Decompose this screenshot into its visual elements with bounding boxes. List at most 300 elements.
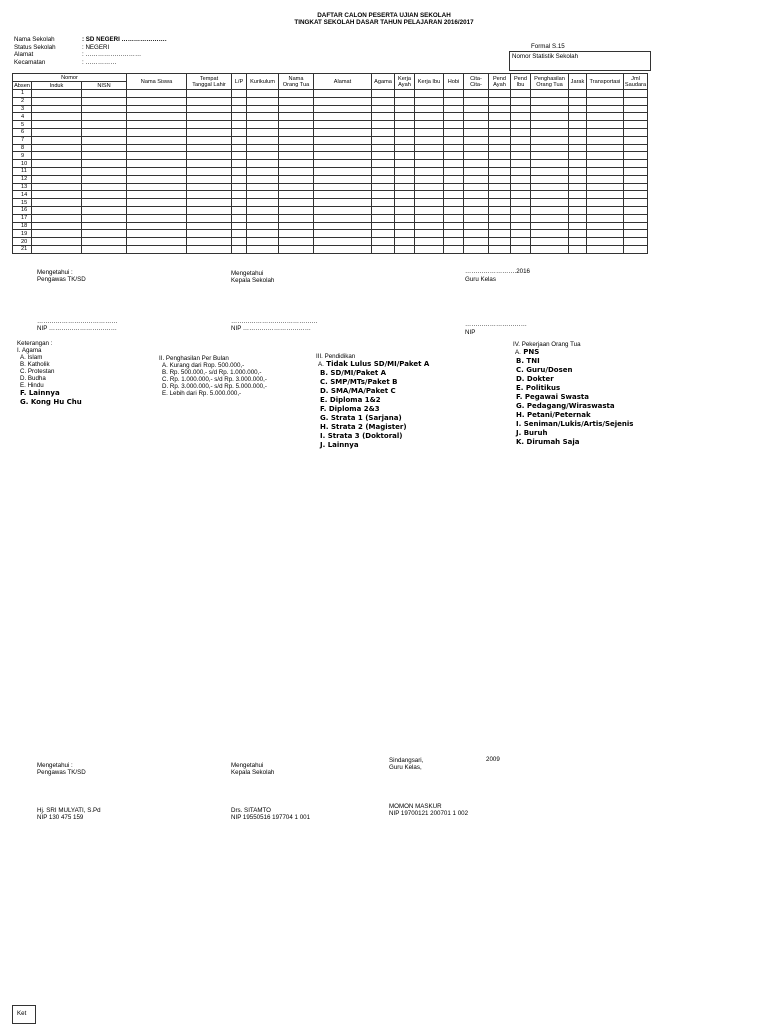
table-cell bbox=[82, 214, 127, 222]
table-cell bbox=[314, 175, 372, 183]
table-cell bbox=[232, 206, 247, 214]
table-cell bbox=[314, 144, 372, 152]
table-cell bbox=[314, 214, 372, 222]
table-cell bbox=[569, 222, 587, 230]
table-cell bbox=[587, 183, 624, 191]
pendidikan-section bbox=[316, 353, 429, 450]
table-row bbox=[13, 199, 648, 207]
pekerjaan-item: K. Dirumah Saja bbox=[516, 438, 580, 446]
table-cell bbox=[247, 152, 279, 160]
table-cell bbox=[531, 121, 569, 129]
table-cell bbox=[587, 113, 624, 121]
table-cell bbox=[569, 144, 587, 152]
table-cell bbox=[82, 206, 127, 214]
table-cell bbox=[314, 230, 372, 238]
table-cell bbox=[489, 245, 511, 253]
sig-top-mid-line: …………………………………… bbox=[231, 318, 318, 325]
table-cell bbox=[32, 167, 82, 175]
table-cell bbox=[511, 160, 531, 168]
header-col-5: Alamat bbox=[314, 74, 372, 90]
table-cell bbox=[511, 152, 531, 160]
table-cell bbox=[464, 238, 489, 246]
table-cell bbox=[464, 199, 489, 207]
row-number-cell: 2 bbox=[13, 97, 32, 105]
sig-top-mid-title: Mengetahui bbox=[231, 270, 264, 277]
table-cell bbox=[127, 214, 187, 222]
table-cell bbox=[232, 222, 247, 230]
table-cell bbox=[511, 238, 531, 246]
table-cell bbox=[489, 238, 511, 246]
pekerjaan-item: H. Petani/Peternak bbox=[516, 411, 591, 419]
pendidikan-item: D. SMA/MA/Paket C bbox=[320, 387, 396, 395]
table-cell bbox=[82, 222, 127, 230]
sig-bottom-right-name: MOMON MASKUR bbox=[389, 803, 442, 810]
table-cell bbox=[587, 167, 624, 175]
table-cell bbox=[247, 245, 279, 253]
table-cell bbox=[464, 214, 489, 222]
table-cell bbox=[395, 152, 415, 160]
table-cell bbox=[314, 206, 372, 214]
table-cell bbox=[127, 136, 187, 144]
table-cell bbox=[127, 105, 187, 113]
table-cell bbox=[32, 199, 82, 207]
table-cell bbox=[372, 191, 395, 199]
table-cell bbox=[489, 160, 511, 168]
table-cell bbox=[232, 105, 247, 113]
table-cell bbox=[464, 222, 489, 230]
table-cell bbox=[82, 238, 127, 246]
table-cell bbox=[624, 152, 648, 160]
row-number-cell: 12 bbox=[13, 175, 32, 183]
table-cell bbox=[32, 113, 82, 121]
table-cell bbox=[279, 238, 314, 246]
table-cell bbox=[279, 206, 314, 214]
sig-top-mid-role: Kepala Sekolah bbox=[231, 277, 275, 284]
table-cell bbox=[569, 191, 587, 199]
table-cell bbox=[395, 183, 415, 191]
table-cell bbox=[314, 222, 372, 230]
table-cell bbox=[187, 238, 232, 246]
penghasilan-item: D. Rp. 3.000.000,- s/d Rp. 5.000.000,- bbox=[162, 383, 267, 390]
table-cell bbox=[444, 128, 464, 136]
table-cell bbox=[32, 152, 82, 160]
table-cell bbox=[444, 245, 464, 253]
sig-bottom-left-role: Pengawas TK/SD bbox=[37, 769, 86, 776]
school-info bbox=[14, 36, 167, 66]
table-cell bbox=[247, 175, 279, 183]
table-cell bbox=[444, 191, 464, 199]
table-cell bbox=[395, 160, 415, 168]
sig-top-mid-nip: NIP …………………………… bbox=[231, 325, 311, 332]
table-cell bbox=[82, 90, 127, 98]
table-cell bbox=[464, 105, 489, 113]
table-cell bbox=[32, 183, 82, 191]
school-info-label: Kecamatan bbox=[14, 58, 46, 66]
table-cell bbox=[232, 113, 247, 121]
pendidikan-item: C. SMP/MTs/Paket B bbox=[320, 378, 398, 386]
agama-item: B. Katholik bbox=[20, 361, 50, 368]
table-cell bbox=[247, 97, 279, 105]
row-number-cell: 18 bbox=[13, 222, 32, 230]
header-col-14: Jarak bbox=[569, 74, 587, 90]
table-cell bbox=[464, 152, 489, 160]
table-cell bbox=[444, 152, 464, 160]
table-cell bbox=[489, 90, 511, 98]
sig-bottom-right-place-text: Sindangsari, bbox=[389, 757, 424, 764]
table-cell bbox=[444, 121, 464, 129]
row-number-cell: 8 bbox=[13, 144, 32, 152]
table-cell bbox=[395, 90, 415, 98]
table-cell bbox=[395, 214, 415, 222]
table-cell bbox=[444, 160, 464, 168]
table-cell bbox=[531, 167, 569, 175]
table-cell bbox=[314, 152, 372, 160]
table-cell bbox=[489, 199, 511, 207]
row-number-cell: 14 bbox=[13, 191, 32, 199]
header-col-4: Nama Orang Tua bbox=[279, 74, 314, 90]
table-row bbox=[13, 183, 648, 191]
table-cell bbox=[314, 97, 372, 105]
table-cell bbox=[569, 113, 587, 121]
table-cell bbox=[232, 175, 247, 183]
school-info-row bbox=[14, 43, 110, 52]
table-cell bbox=[314, 191, 372, 199]
table-cell bbox=[531, 144, 569, 152]
table-cell bbox=[247, 136, 279, 144]
table-cell bbox=[511, 199, 531, 207]
table-cell bbox=[279, 113, 314, 121]
table-cell bbox=[127, 222, 187, 230]
table-cell bbox=[32, 214, 82, 222]
table-cell bbox=[314, 113, 372, 121]
table-cell bbox=[32, 128, 82, 136]
table-row bbox=[13, 245, 648, 253]
row-number-cell: 19 bbox=[13, 230, 32, 238]
sig-top-mid bbox=[231, 270, 274, 284]
nss-box bbox=[509, 51, 651, 71]
table-row bbox=[13, 160, 648, 168]
sig-top-left-role: Pengawas TK/SD bbox=[37, 276, 86, 283]
table-cell bbox=[531, 191, 569, 199]
table-cell bbox=[32, 97, 82, 105]
table-cell bbox=[415, 245, 444, 253]
header-col-11: Pend Ayah bbox=[489, 74, 511, 90]
penghasilan-item: C. Rp. 1.000.000,- s/d Rp. 3.000.000,- bbox=[162, 376, 267, 383]
row-number-cell: 13 bbox=[13, 183, 32, 191]
table-cell bbox=[279, 144, 314, 152]
sig-top-mid-bottom bbox=[231, 318, 318, 332]
table-cell bbox=[511, 105, 531, 113]
sig-bottom-left-name: Hj. SRI MULYATI, S.Pd bbox=[37, 807, 101, 814]
pendidikan-item: H. Strata 2 (Magister) bbox=[320, 423, 407, 431]
pendidikan-item: J. Lainnya bbox=[320, 441, 359, 449]
table-cell bbox=[624, 214, 648, 222]
table-cell bbox=[444, 97, 464, 105]
document-title: DAFTAR CALON PESERTA UJIAN SEKOLAH bbox=[317, 12, 451, 19]
row-number-cell: 9 bbox=[13, 152, 32, 160]
penghasilan-section bbox=[159, 355, 267, 397]
table-cell bbox=[247, 199, 279, 207]
table-cell bbox=[187, 90, 232, 98]
table-cell bbox=[511, 144, 531, 152]
school-info-value: : …………… bbox=[82, 58, 117, 66]
table-cell bbox=[587, 245, 624, 253]
table-cell bbox=[587, 121, 624, 129]
table-cell bbox=[587, 160, 624, 168]
table-cell bbox=[531, 136, 569, 144]
ket-label: Ket bbox=[17, 1010, 27, 1017]
table-cell bbox=[415, 183, 444, 191]
table-cell bbox=[464, 97, 489, 105]
table-cell bbox=[82, 183, 127, 191]
table-row bbox=[13, 206, 648, 214]
table-cell bbox=[489, 175, 511, 183]
row-number-cell: 10 bbox=[13, 160, 32, 168]
school-info-row bbox=[14, 36, 167, 44]
table-cell bbox=[624, 199, 648, 207]
table-cell bbox=[569, 152, 587, 160]
table-cell bbox=[444, 167, 464, 175]
sig-top-right-role: Guru Kelas bbox=[465, 276, 496, 283]
table-cell bbox=[279, 105, 314, 113]
table-cell bbox=[489, 105, 511, 113]
table-cell bbox=[415, 160, 444, 168]
table-cell bbox=[624, 222, 648, 230]
table-cell bbox=[569, 214, 587, 222]
table-cell bbox=[511, 191, 531, 199]
table-cell bbox=[587, 144, 624, 152]
sig-top-left-title: Mengetahui : bbox=[37, 269, 73, 276]
table-cell bbox=[531, 183, 569, 191]
header-col-15: Transportasi bbox=[587, 74, 624, 90]
sig-bottom-mid-name: Drs. SITAMTO bbox=[231, 807, 271, 814]
table-cell bbox=[127, 230, 187, 238]
table-cell bbox=[82, 105, 127, 113]
table-cell bbox=[232, 136, 247, 144]
table-cell bbox=[511, 245, 531, 253]
sig-bottom-left-title: Mengetahui : bbox=[37, 762, 73, 769]
table-cell bbox=[187, 214, 232, 222]
table-cell bbox=[247, 90, 279, 98]
penghasilan-title: II. Penghasilan Per Bulan bbox=[159, 355, 229, 362]
table-cell bbox=[395, 222, 415, 230]
table-cell bbox=[531, 206, 569, 214]
table-cell bbox=[624, 121, 648, 129]
table-cell bbox=[232, 199, 247, 207]
table-cell bbox=[531, 90, 569, 98]
table-cell bbox=[127, 128, 187, 136]
table-cell bbox=[247, 121, 279, 129]
table-cell bbox=[82, 199, 127, 207]
table-row bbox=[13, 167, 648, 175]
table-cell bbox=[82, 97, 127, 105]
pekerjaan-item: F. Pegawai Swasta bbox=[516, 393, 589, 401]
table-cell bbox=[187, 121, 232, 129]
table-cell bbox=[82, 245, 127, 253]
table-cell bbox=[187, 222, 232, 230]
table-cell bbox=[32, 160, 82, 168]
table-cell bbox=[531, 222, 569, 230]
header-col-13: Penghasilan Orang Tua bbox=[531, 74, 569, 90]
table-cell bbox=[314, 136, 372, 144]
table-cell bbox=[511, 230, 531, 238]
table-cell bbox=[415, 121, 444, 129]
pendidikan-item: G. Strata 1 (Sarjana) bbox=[320, 414, 402, 422]
table-cell bbox=[187, 199, 232, 207]
table-row bbox=[13, 113, 648, 121]
school-info-label: Nama Sekolah bbox=[14, 36, 55, 43]
table-cell bbox=[395, 136, 415, 144]
table-cell bbox=[587, 105, 624, 113]
table-cell bbox=[247, 206, 279, 214]
table-cell bbox=[32, 238, 82, 246]
table-cell bbox=[531, 128, 569, 136]
table-cell bbox=[531, 160, 569, 168]
table-cell bbox=[372, 160, 395, 168]
table-cell bbox=[232, 245, 247, 253]
table-cell bbox=[127, 113, 187, 121]
sig-top-left-nip: NIP …………………………… bbox=[37, 325, 117, 332]
table-cell bbox=[531, 245, 569, 253]
table-cell bbox=[247, 128, 279, 136]
table-row bbox=[13, 136, 648, 144]
table-cell bbox=[395, 191, 415, 199]
table-cell bbox=[569, 105, 587, 113]
row-number-cell: 1 bbox=[13, 90, 32, 98]
form-code: Formal S.15 bbox=[531, 43, 565, 50]
table-cell bbox=[32, 144, 82, 152]
table-cell bbox=[232, 121, 247, 129]
table-cell bbox=[127, 90, 187, 98]
sig-bottom-right-nip: NIP 19700121 200701 1 002 bbox=[389, 810, 469, 817]
table-cell bbox=[489, 183, 511, 191]
table-row bbox=[13, 214, 648, 222]
table-cell bbox=[415, 175, 444, 183]
table-cell bbox=[187, 136, 232, 144]
table-cell bbox=[187, 113, 232, 121]
table-cell bbox=[279, 191, 314, 199]
table-cell bbox=[247, 214, 279, 222]
table-cell bbox=[372, 230, 395, 238]
table-cell bbox=[489, 97, 511, 105]
pendidikan-item: E. Diploma 1&2 bbox=[320, 396, 381, 404]
table-cell bbox=[444, 113, 464, 121]
table-cell bbox=[395, 113, 415, 121]
table-cell bbox=[624, 206, 648, 214]
header-induk: Induk bbox=[32, 82, 82, 90]
table-cell bbox=[624, 191, 648, 199]
table-cell bbox=[372, 206, 395, 214]
table-cell bbox=[32, 191, 82, 199]
table-cell bbox=[232, 97, 247, 105]
table-cell bbox=[587, 222, 624, 230]
header-col-3: Kurikulum bbox=[247, 74, 279, 90]
row-number-cell: 15 bbox=[13, 199, 32, 207]
sig-bottom-mid-sign bbox=[231, 807, 310, 821]
table-cell bbox=[464, 175, 489, 183]
table-cell bbox=[444, 175, 464, 183]
table-row bbox=[13, 144, 648, 152]
pekerjaan-item: E. Politikus bbox=[516, 384, 561, 392]
table-cell bbox=[372, 136, 395, 144]
agama-bold-list bbox=[17, 389, 82, 407]
table-cell bbox=[127, 206, 187, 214]
table-cell bbox=[624, 128, 648, 136]
table-cell bbox=[415, 152, 444, 160]
table-cell bbox=[415, 90, 444, 98]
table-cell bbox=[569, 230, 587, 238]
table-cell bbox=[489, 113, 511, 121]
table-cell bbox=[531, 230, 569, 238]
row-number-cell: 21 bbox=[13, 245, 32, 253]
table-cell bbox=[232, 167, 247, 175]
sig-bottom-left-sign bbox=[37, 807, 101, 821]
row-number-cell: 20 bbox=[13, 238, 32, 246]
table-row bbox=[13, 222, 648, 230]
table-cell bbox=[232, 90, 247, 98]
row-number-cell: 7 bbox=[13, 136, 32, 144]
table-cell bbox=[187, 105, 232, 113]
table-row bbox=[13, 97, 648, 105]
table-cell bbox=[127, 97, 187, 105]
school-info-value: : NEGERI bbox=[82, 43, 110, 51]
table-cell bbox=[444, 199, 464, 207]
table-cell bbox=[511, 121, 531, 129]
sig-top-left-bottom bbox=[37, 318, 117, 332]
table-cell bbox=[314, 199, 372, 207]
table-cell bbox=[415, 199, 444, 207]
header-col-2: L/P bbox=[232, 74, 247, 90]
table-cell bbox=[464, 90, 489, 98]
header-col-16: Jml Saudara bbox=[624, 75, 647, 88]
table-cell bbox=[489, 222, 511, 230]
table-cell bbox=[247, 144, 279, 152]
table-cell bbox=[587, 191, 624, 199]
table-cell bbox=[372, 128, 395, 136]
sig-top-right-date: …………………….2016 bbox=[465, 268, 530, 275]
table-cell bbox=[395, 206, 415, 214]
table-cell bbox=[569, 160, 587, 168]
table-cell bbox=[489, 230, 511, 238]
table-cell bbox=[232, 160, 247, 168]
table-cell bbox=[279, 222, 314, 230]
header-col-8: Kerja Ibu bbox=[415, 74, 444, 90]
table-cell bbox=[372, 175, 395, 183]
pekerjaan-section bbox=[513, 341, 633, 447]
penghasilan-item: E. Lebih dari Rp. 5.000.000,- bbox=[162, 390, 242, 397]
sig-top-right bbox=[465, 268, 530, 283]
penghasilan-item: A. Kurang dari Rop. 500.000,- bbox=[162, 362, 245, 369]
table-cell bbox=[531, 175, 569, 183]
table-cell bbox=[395, 199, 415, 207]
header-nomor: Nomor bbox=[13, 74, 127, 82]
table-cell bbox=[531, 214, 569, 222]
table-cell bbox=[247, 167, 279, 175]
table-cell bbox=[279, 160, 314, 168]
table-cell bbox=[395, 128, 415, 136]
table-cell bbox=[511, 128, 531, 136]
table-cell bbox=[395, 121, 415, 129]
table-cell bbox=[314, 90, 372, 98]
table-cell bbox=[127, 160, 187, 168]
table-cell bbox=[569, 183, 587, 191]
sig-bottom-right-sign bbox=[389, 803, 468, 817]
table-cell bbox=[624, 230, 648, 238]
table-cell bbox=[82, 136, 127, 144]
table-cell bbox=[511, 183, 531, 191]
table-cell bbox=[531, 105, 569, 113]
table-cell bbox=[624, 160, 648, 168]
